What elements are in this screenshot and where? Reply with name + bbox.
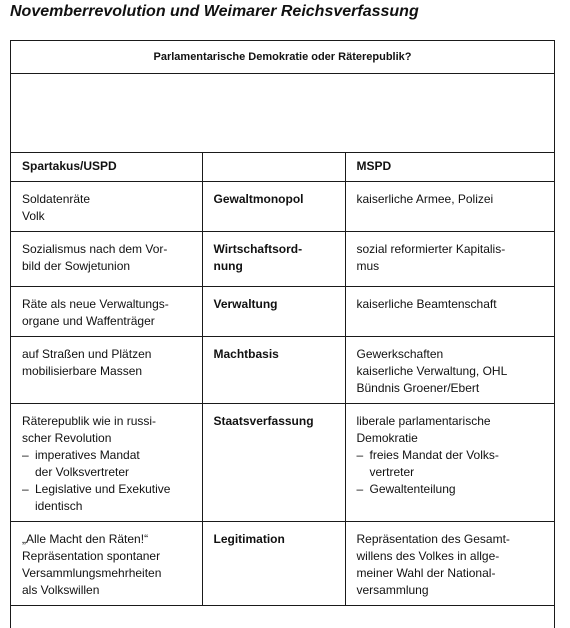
cell-text-line: Repräsentation des Gesamt- <box>356 532 510 546</box>
table-heading: Parlamentarische Demokratie oder Räterepublik? <box>11 41 554 74</box>
cell-text-line: Sozialismus nach dem Vor- <box>22 242 168 256</box>
cell-category <box>202 337 345 404</box>
bullet-item-line: der Volksvertreter <box>35 465 130 479</box>
cell-category <box>202 522 345 606</box>
table-row <box>11 182 554 232</box>
cell-category <box>202 182 345 232</box>
cell-spartakus <box>11 287 202 337</box>
cell-text-line: Versammlungsmehrheiten <box>22 566 162 580</box>
bullet-dash: – <box>356 482 364 496</box>
cell-mspd <box>345 404 554 522</box>
cell-text-line: sozial reformierter Kapitalis- <box>356 242 506 256</box>
cell-text-line: auf Straßen und Plätzen <box>22 347 152 361</box>
bullet-text: Legislative und Exekutive <box>35 482 171 496</box>
cell-text-line: Staatsverfassung <box>213 414 314 428</box>
bullet-text: Gewaltenteilung <box>369 482 456 496</box>
bullet-text: imperatives Mandat <box>35 448 140 462</box>
cell-spartakus <box>11 182 202 232</box>
bullet-dash: – <box>22 482 29 496</box>
table-row <box>11 287 554 337</box>
bullet-item-line: identisch <box>35 499 83 513</box>
cell-category <box>202 232 345 287</box>
blank-answer-area <box>11 74 554 153</box>
cell-text-line: Gewaltmonopol <box>213 192 304 206</box>
bullet-item-line <box>22 447 194 464</box>
cell-mspd <box>345 287 554 337</box>
cell-text-line: kaiserliche Verwaltung, OHL <box>356 364 508 378</box>
cell-text-line: mobilisierbare Massen <box>22 364 143 378</box>
cell-text-line: bild der Sowjetunion <box>22 259 131 273</box>
bullet-item-line: vertreter <box>369 465 415 479</box>
cell-text-line: Demokratie <box>356 431 418 445</box>
cell-text-line: organe und Waffenträger <box>22 314 155 328</box>
table-row <box>11 404 554 522</box>
cell-spartakus <box>11 522 202 606</box>
column-header-mspd: MSPD <box>345 153 554 182</box>
cell-text-line: als Volkswillen <box>22 583 100 597</box>
comparison-table <box>11 153 554 606</box>
column-header-spartakus: Spartakus/USPD <box>11 153 202 182</box>
cell-text-line: Verwaltung <box>213 297 278 311</box>
cell-text-line: Repräsentation spontaner <box>22 549 161 563</box>
cell-text-line: mus <box>356 259 380 273</box>
cell-text-line: Räterepublik wie in russi- <box>22 414 157 428</box>
cell-spartakus <box>11 232 202 287</box>
column-header-middle <box>202 153 345 182</box>
cell-text-line: kaiserliche Armee, Polizei <box>356 192 494 206</box>
bullet-item-line <box>22 481 194 498</box>
cell-text-line: meiner Wahl der National- <box>356 566 496 580</box>
bullet-dash: – <box>356 448 364 462</box>
cell-text-line: liberale parlamentarische <box>356 414 491 428</box>
cell-text-line: Wirtschaftsord- <box>213 242 303 256</box>
table-row <box>11 232 554 287</box>
cell-mspd <box>345 232 554 287</box>
page-title: Novemberrevolution und Weimarer Reichsverfassung <box>10 3 419 20</box>
cell-category <box>202 287 345 337</box>
cell-text-line: Volk <box>22 209 45 223</box>
cell-text-line: Gewerkschaften <box>356 347 444 361</box>
table-row <box>11 337 554 404</box>
cell-text-line: Machtbasis <box>213 347 279 361</box>
cell-text-line: Soldatenräte <box>22 192 91 206</box>
bullet-dash: – <box>22 448 29 462</box>
cell-spartakus <box>11 404 202 522</box>
cell-text-line: scher Revolution <box>22 431 112 445</box>
cell-spartakus <box>11 337 202 404</box>
cell-text-line: nung <box>213 259 243 273</box>
cell-mspd <box>345 522 554 606</box>
cell-text-line: kaiserliche Beamtenschaft <box>356 297 497 311</box>
cell-text-line: Legitimation <box>213 532 285 546</box>
cell-mspd <box>345 182 554 232</box>
bullet-text: freies Mandat der Volks- <box>369 448 499 462</box>
table-header-row <box>11 153 554 182</box>
cell-text-line: versammlung <box>356 583 429 597</box>
cell-text-line: Bündnis Groener/Ebert <box>356 381 480 395</box>
comparison-sheet <box>10 40 555 628</box>
bullet-item-line <box>357 447 547 464</box>
bullet-item-line <box>357 481 547 498</box>
cell-text-line: Räte als neue Verwaltungs- <box>22 297 169 311</box>
cell-category <box>202 404 345 522</box>
cell-mspd <box>345 337 554 404</box>
cell-text-line: „Alle Macht den Räten!“ <box>22 532 149 546</box>
table-row <box>11 522 554 606</box>
cell-text-line: willens des Volkes in allge- <box>356 549 500 563</box>
